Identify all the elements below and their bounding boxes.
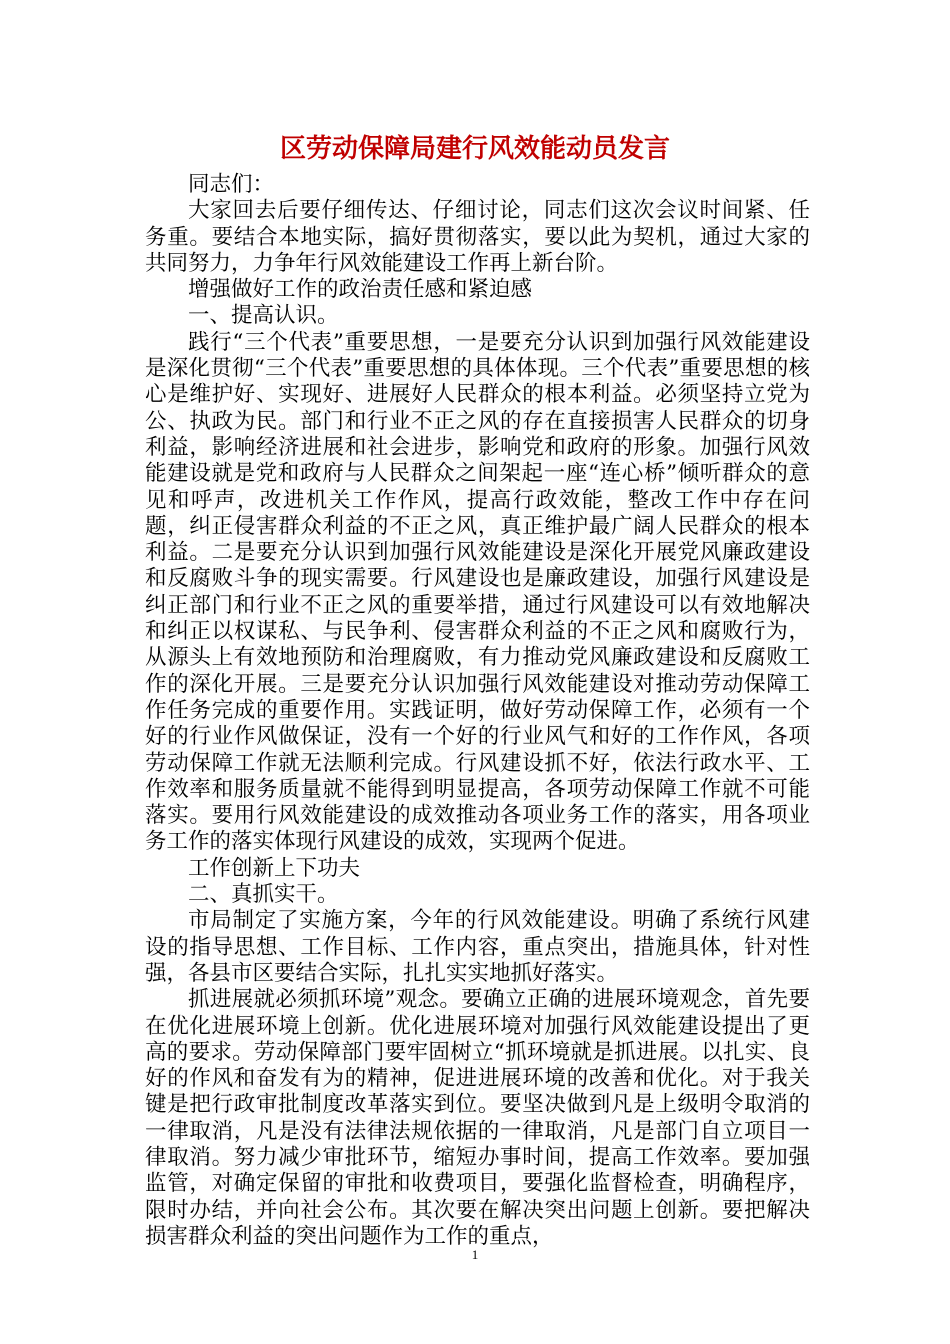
section-heading: 增强做好工作的政治责任感和紧迫感 <box>188 277 533 303</box>
section-heading: 一、提高认识。 <box>188 303 339 329</box>
document-title: 区劳动保障局建行风效能动员发言 <box>279 134 670 164</box>
section-heading: 工作创新上下功夫 <box>188 855 361 881</box>
paragraph: 抓进展就必须抓环境”观念。要确立正确的进展环境观念，首先要在优化进展环境上创新。优化进展环境对加强行风效能建设提出了更高的要求。劳动保障部门要牢固树立“抓环境就是抓进展。以扎实、良好的作风和奋发有为的精神，促进进展环境的改善和优化。对于我关键是把行政审批制度改革落实到位。要坚决做到凡是上级明令取消的一律取消，凡是没有法律法规依据的一律取消，凡是部门自立项目一律取消。努力减少审批环节，缩短办事时间，提高工作效率。要加强监管，对确定保留的审批和收费项目，要强化监督检查，明确程序，限时办结，并向社会公布。其次要在解决突出问题上创新。要把解决损害群众利益的突出问题作为工作的重点， <box>145 987 810 1249</box>
document-body <box>145 172 810 1250</box>
paragraph: 践行“三个代表”重要思想，一是要充分认识到加强行风效能建设是深化贯彻“三个代表”重要思想的具体体现。三个代表”重要思想的核心是维护好、实现好、进展好人民群众的根本利益。必须坚持立党为公、执政为民。部门和行业不正之风的存在直接损害人民群众的切身利益，影响经济进展和社会进步，影响党和政府的形象。加强行风效能建设就是党和政府与人民群众之间架起一座“连心桥”倾听群众的意见和呼声，改进机关工作作风，提高行政效能，整改工作中存在问题，纠正侵害群众利益的不正之风，真正维护最广阔人民群众的根本利益。二是要充分认识到加强行风效能建设是深化开展党风廉政建设和反腐败斗争的现实需要。行风建设也是廉政建设，加强行风建设是纠正部门和行业不正之风的重要举措，通过行风建设可以有效地解决和纠正以权谋私、与民争利、侵害群众利益的不正之风和腐败行为，从源头上有效地预防和治理腐败，有力推动党风廉政建设和反腐败工作的深化开展。三是要充分认识加强行风效能建设对推动劳动保障工作任务完成的重要作用。实践证明，做好劳动保障工作，必须有一个好的行业作风做保证，没有一个好的行业风气和好的工作作风，各项劳动保障工作就无法顺利完成。行风建设抓不好，依法行政水平、工作效率和服务质量就不能得到明显提高，各项劳动保障工作就不可能落实。要用行风效能建设的成效推动各项业务工作的落实，用各项业务工作的落实体现行风建设的成效，实现两个促进。 <box>145 329 810 855</box>
paragraph-intro: 大家回去后要仔细传达、仔细讨论，同志们这次会议时间紧、任务重。要结合本地实际，搞好贯彻落实，要以此为契机，通过大家的共同努力，力争年行风效能建设工作再上新台阶。 <box>145 198 810 276</box>
paragraph: 市局制定了实施方案，今年的行风效能建设。明确了系统行风建设的指导思想、工作目标、工作内容，重点突出，措施具体，针对性强，各县市区要结合实际，扎扎实实地抓好落实。 <box>145 908 810 986</box>
section-heading: 二、真抓实干。 <box>188 882 339 908</box>
page-number: 1 <box>471 1247 479 1262</box>
salutation: 同志们： <box>188 172 275 197</box>
